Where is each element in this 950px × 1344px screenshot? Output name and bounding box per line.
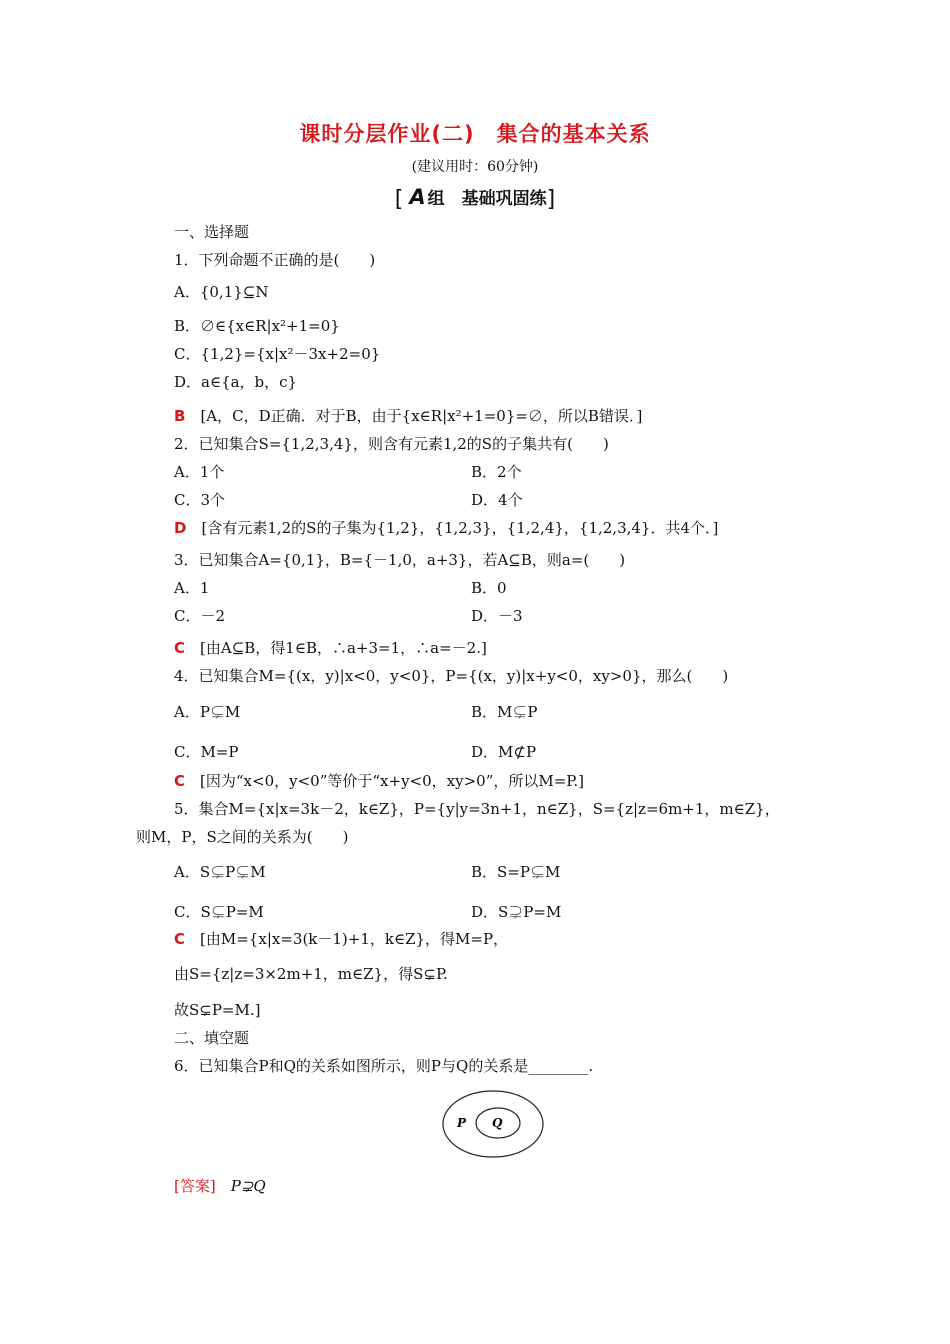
q5-solution-line1 [174, 929, 508, 949]
q4-option-c: C．M=P [174, 743, 239, 761]
q1-solution-text: [A，C，D正确．对于B，由于{x∈R|x²+1=0}=∅，所以B错误．] [200, 407, 643, 425]
bracket-left: [ [394, 187, 404, 212]
q2-stem: 2．已知集合S={1,2,3,4}，则含有元素1,2的S的子集共有( ) [174, 435, 609, 453]
q1-solution [174, 406, 642, 426]
q3-option-a: A．1 [174, 579, 210, 597]
q2-option-a: A．1个 [174, 463, 225, 481]
q1-option-b: B．∅∈{x∈R|x²+1=0} [174, 317, 340, 335]
q3-solution-text: [由A⊆B，得1∈B，∴a+3=1，∴a=－2.] [200, 639, 487, 657]
q2-option-b: B．2个 [471, 463, 522, 481]
answer-tag: [答案] [174, 1177, 216, 1195]
q6-answer: P⊋Q [230, 1177, 266, 1195]
q4-option-b: B．M⊊P [471, 703, 538, 721]
q6-answer-line [174, 1176, 266, 1196]
group-label: 组 基础巩固练 [427, 189, 547, 209]
q1-option-d: D．a∈{a，b，c} [174, 373, 298, 391]
group-heading [0, 187, 950, 210]
q4-stem: 4．已知集合M={(x，y)|x<0，y<0}，P={(x，y)|x+y<0，xy>0}，那么( ) [174, 667, 729, 685]
q4-option-a: A．P⊊M [174, 703, 241, 721]
q5-solution-line3: 故S⊊P=M.] [174, 1001, 261, 1019]
q6-stem: 6．已知集合P和Q的关系如图所示，则P与Q的关系是________. [174, 1057, 594, 1075]
q5-stem-line2: 则M，P，S之间的关系为( ) [136, 828, 349, 846]
outer-set-label: P [457, 1116, 467, 1130]
q1-stem: 1．下列命题不正确的是( ) [174, 251, 376, 269]
q1-answer: B [174, 407, 186, 425]
page-title: 课时分层作业(二) 集合的基本关系 [299, 122, 651, 146]
q5-solution-text1: [由M={x|x=3(k－1)+1，k∈Z}，得M=P， [200, 930, 509, 948]
q3-option-c: C．－2 [174, 607, 226, 625]
section-heading-fill: 二、填空题 [174, 1029, 250, 1047]
q2-answer: D [174, 519, 187, 537]
page-subtitle: (建议用时：60分钟) [411, 159, 539, 175]
inner-set-label: Q [492, 1116, 503, 1130]
q2-option-c: C．3个 [174, 491, 226, 509]
q4-option-d: D．M⊄P [471, 743, 537, 761]
q5-option-d: D．S⊋P=M [471, 903, 562, 921]
q1-option-c: C．{1,2}={x|x²－3x+2=0} [174, 345, 381, 363]
q4-solution-text: [因为“x<0，y<0”等价于“x+y<0，xy>0”，所以M=P.] [200, 772, 584, 790]
q2-solution [174, 518, 718, 538]
q5-solution-line2: 由S={z|z=3×2m+1，m∈Z}，得S⊊P. [174, 965, 448, 983]
q5-stem-line1: 5．集合M={x|x=3k－2，k∈Z}，P={y|y=3n+1，n∈Z}，S={z|z=6m+1，m∈Z}， [174, 800, 780, 818]
q3-stem: 3．已知集合A={0,1}，B={－1,0，a+3}，若A⊆B，则a=( ) [174, 551, 626, 569]
section-heading-choice: 一、选择题 [174, 223, 250, 241]
q1-option-a: A．{0,1}⊆N [174, 283, 269, 301]
q4-answer: C [174, 772, 186, 790]
q5-option-b: B．S=P⊊M [471, 863, 561, 881]
q3-solution [174, 638, 487, 658]
q3-option-d: D．－3 [471, 607, 523, 625]
venn-diagram [440, 1088, 548, 1160]
q3-answer: C [174, 639, 186, 657]
q2-option-d: D．4个 [471, 491, 523, 509]
group-letter: A [409, 185, 426, 209]
bracket-right: ] [546, 187, 556, 212]
q5-option-c: C．S⊊P=M [174, 903, 264, 921]
q3-option-b: B．0 [471, 579, 507, 597]
q5-answer: C [174, 930, 186, 948]
q4-solution [174, 771, 584, 791]
q2-solution-text: [含有元素1,2的S的子集为{1,2}，{1,2,3}，{1,2,4}，{1,2,3,4}．共4个．] [201, 519, 719, 537]
q5-option-a: A．S⊊P⊊M [174, 863, 266, 881]
